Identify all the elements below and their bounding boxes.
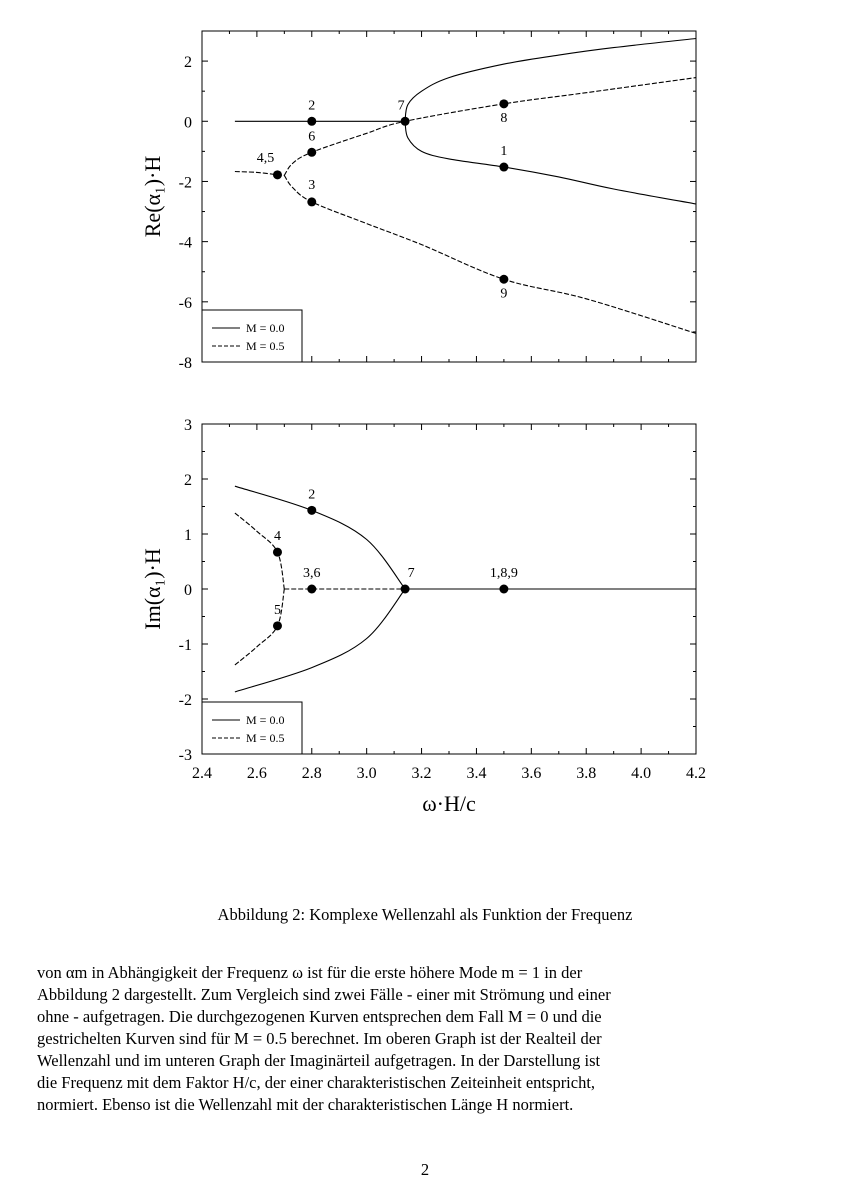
- body-line: gestrichelten Kurven sind für M = 0.5 berechnet. Im oberen Graph ist der Realteil der: [37, 1029, 602, 1048]
- y-tick-label: -1: [178, 637, 192, 654]
- legend-label: M = 0.5: [246, 339, 285, 353]
- body-line: Wellenzahl und im unteren Graph der Imaginärteil aufgetragen. In der Darstellung ist: [37, 1051, 601, 1070]
- body-line: von αm in Abhängigkeit der Frequenz ω ist für die erste höhere Mode m = 1 in der: [37, 963, 583, 982]
- y-axis-title: Im(α₁)·H: [140, 548, 165, 630]
- y-tick-label: -6: [178, 294, 192, 312]
- x-tick-label: 4.2: [686, 765, 706, 782]
- data-point-label: 6: [308, 129, 316, 145]
- data-point-label: 1: [500, 144, 508, 160]
- data-point-label: 7: [397, 98, 405, 114]
- x-tick-label: 3.8: [576, 765, 597, 782]
- body-paragraph: [37, 962, 745, 1116]
- data-point: [273, 548, 282, 557]
- y-tick-label: 0: [184, 582, 192, 599]
- x-tick-label: 3.2: [411, 765, 432, 782]
- data-point: [307, 585, 316, 594]
- legend-label: M = 0.5: [246, 731, 285, 745]
- y-tick-label: 3: [184, 417, 192, 434]
- data-point: [499, 163, 508, 172]
- data-point: [307, 148, 316, 157]
- real-part-chart: [140, 31, 696, 372]
- body-line: ohne - aufgetragen. Die durchgezogenen Kurven entsprechen dem Fall M = 0 und die: [37, 1007, 602, 1026]
- series-line-m05: [284, 175, 696, 333]
- data-point: [307, 197, 316, 206]
- data-point-label: 3: [308, 177, 316, 193]
- page-number: 2: [420, 1160, 430, 1179]
- data-point-label: 2: [308, 98, 316, 114]
- imag-part-chart: [140, 417, 706, 816]
- data-point-label: 4,5: [256, 150, 275, 166]
- data-point: [499, 585, 508, 594]
- y-tick-label: 2: [184, 472, 192, 489]
- data-point-label: 7: [407, 566, 415, 581]
- data-point: [401, 585, 410, 594]
- legend-label: M = 0.0: [246, 321, 285, 335]
- data-point: [401, 117, 410, 126]
- data-point: [273, 170, 282, 179]
- data-point-label: 9: [500, 286, 508, 302]
- x-tick-label: 3.4: [466, 765, 487, 782]
- series-line-m00: [405, 39, 696, 122]
- data-point-label: 8: [500, 110, 508, 126]
- y-axis-title: Re(α₁)·H: [140, 155, 165, 238]
- legend-label: M = 0.0: [246, 713, 285, 727]
- series-line-m00: [405, 121, 696, 204]
- legend-box: [202, 310, 302, 362]
- series-line-m05: [284, 78, 696, 176]
- y-tick-label: 2: [184, 54, 192, 72]
- body-line: die Frequenz mit dem Faktor H/c, der einer charakteristischen Zeiteinheit entspricht,: [37, 1073, 596, 1092]
- x-tick-label: 2.4: [192, 765, 212, 782]
- x-tick-label: 2.8: [301, 765, 322, 782]
- data-point: [499, 99, 508, 108]
- data-point-label: 5: [273, 602, 281, 618]
- x-tick-label: 2.6: [246, 765, 267, 782]
- y-tick-label: -3: [178, 747, 192, 764]
- legend-box: [202, 702, 302, 754]
- data-point-label: 3,6: [303, 566, 321, 581]
- data-point: [307, 506, 316, 515]
- body-line: normiert. Ebenso ist die Wellenzahl mit der charakteristischen Länge H normiert.: [37, 1095, 574, 1114]
- y-tick-label: 0: [184, 114, 192, 132]
- x-axis-title: ω·H/c: [422, 791, 476, 816]
- data-point: [499, 275, 508, 284]
- y-tick-label: -2: [178, 174, 192, 192]
- y-tick-label: -2: [178, 692, 192, 709]
- y-tick-label: -8: [178, 355, 192, 372]
- x-tick-label: 4.0: [631, 765, 652, 782]
- y-tick-label: 1: [184, 527, 192, 544]
- data-point: [273, 621, 282, 630]
- body-line: Abbildung 2 dargestellt. Zum Vergleich sind zwei Fälle - einer mit Strömung und einer: [37, 985, 611, 1004]
- figure-caption: Abbildung 2: Komplexe Wellenzahl als Funktion der Frequenz: [217, 905, 633, 924]
- data-point: [307, 117, 316, 126]
- x-tick-label: 3.0: [356, 765, 377, 782]
- x-tick-label: 3.6: [521, 765, 542, 782]
- data-point-label: 1,8,9: [489, 566, 518, 581]
- y-tick-label: -4: [178, 234, 192, 252]
- series-line-m00: [235, 589, 405, 692]
- data-point-label: 4: [273, 529, 281, 545]
- data-point-label: 2: [308, 487, 316, 503]
